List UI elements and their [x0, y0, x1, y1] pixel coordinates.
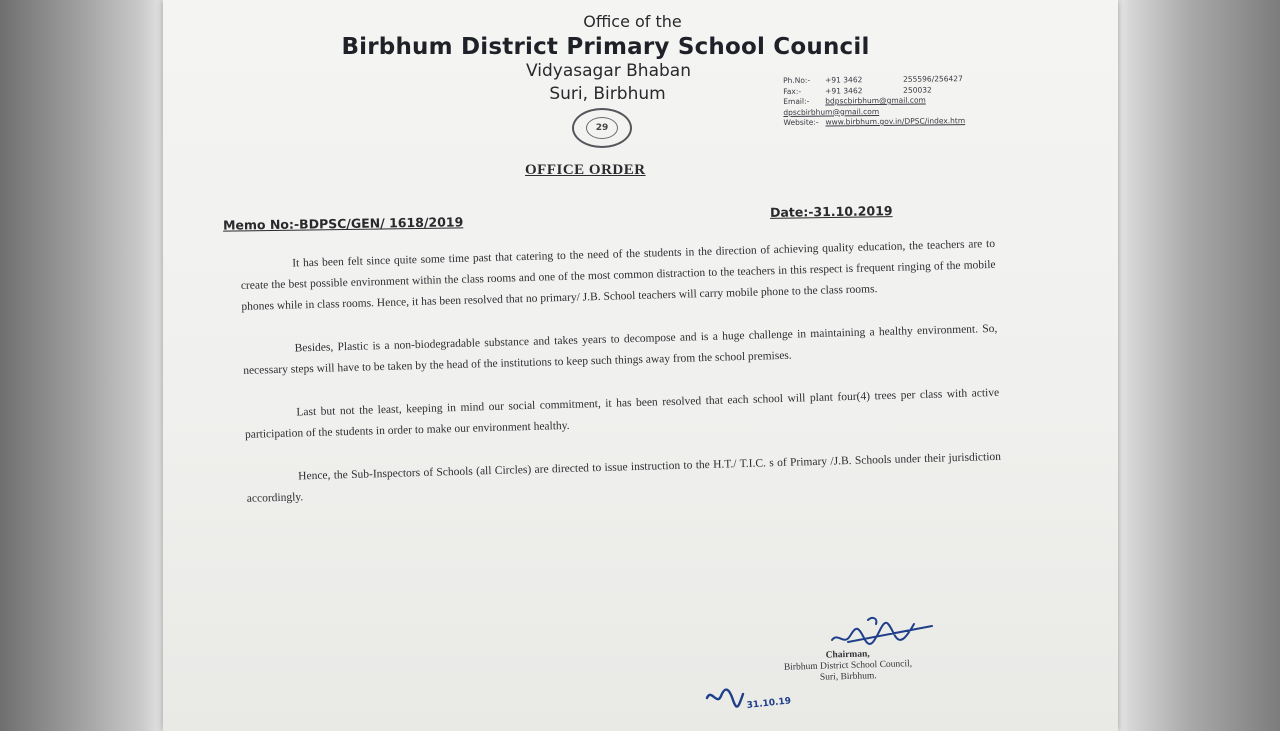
letterhead-address: Suri, Birbhum: [549, 84, 666, 104]
fax-code: +91 3462: [825, 85, 863, 96]
paragraph-plastic: Besides, Plastic is a non-biodegradable substance and takes years to decompose and is a huge challenge in maintaining a healthy environment. So, necessary steps will have to be taken by the head of the institutions to keep such things away from the school premises.: [243, 322, 998, 377]
document-title: OFFICE ORDER: [525, 162, 646, 178]
order-body: [240, 234, 1002, 532]
email-secondary[interactable]: dpscbirbhum@gmail.com: [783, 106, 880, 117]
phone-code: +91 3462: [824, 75, 863, 85]
contact-block: [783, 73, 1074, 129]
paragraph-mobile-phones: It has been felt since quite some time past that catering to the need of the students in the direction of achieving quality education, the teachers are to create the best possible environment within the class rooms and one of the most common distraction to the teachers in this respect is frequent ringing of the mobile phones while in class rooms. Hence, it has been resolved that no primary/ J.B. School teachers will carry mobile phone to the class rooms.: [240, 237, 996, 313]
signatory-body: Birbhum District School Council,: [783, 659, 913, 673]
website-row: [783, 115, 1073, 129]
phone-label: Ph.No:-: [783, 75, 811, 85]
letterhead-council-name: Birbhum District Primary School Council: [341, 34, 870, 60]
initial-signature-icon: [703, 682, 803, 714]
order-date: Date:-31.10.2019: [769, 203, 893, 220]
initial-date: 31.10.19: [746, 696, 792, 711]
chairman-signature-icon: [828, 612, 938, 652]
office-order-document: [163, 0, 1118, 731]
fax-label: Fax:-: [783, 86, 802, 96]
seal-number: 29: [595, 123, 609, 133]
signatory-designation: Chairman,: [825, 649, 870, 661]
phone-numbers: 255596/256427: [902, 74, 963, 84]
fax-number: 250032: [903, 84, 932, 95]
paragraph-directive: Hence, the Sub-Inspectors of Schools (all Circles) are directed to issue instruction to the H.T./ T.I.C. s of Primary /J.B. Schools under their jurisdiction accordingly.: [246, 450, 1002, 505]
letterhead-office-line: Office of the: [583, 12, 682, 31]
council-seal-icon: [572, 108, 632, 148]
email-primary[interactable]: bdpscbirbhum@gmail.com: [825, 95, 926, 106]
website-label: Website:-: [783, 117, 819, 127]
letterhead-building: Vidyasagar Bhaban: [526, 61, 691, 81]
signatory-place: Suri, Birbhum.: [819, 671, 877, 683]
memo-number: Memo No:-BDPSC/GEN/ 1618/2019: [222, 214, 464, 233]
paragraph-tree-planting: Last but not the least, keeping in mind our social commitment, it has been resolved that each school will plant four(4) trees per class with active participation of the students in order to make our environment healthy.: [244, 386, 1000, 441]
website-link[interactable]: www.birbhum.gov.in/DPSC/index.htm: [825, 116, 966, 127]
email-label: Email:-: [783, 96, 810, 106]
signature-block: [733, 647, 964, 686]
